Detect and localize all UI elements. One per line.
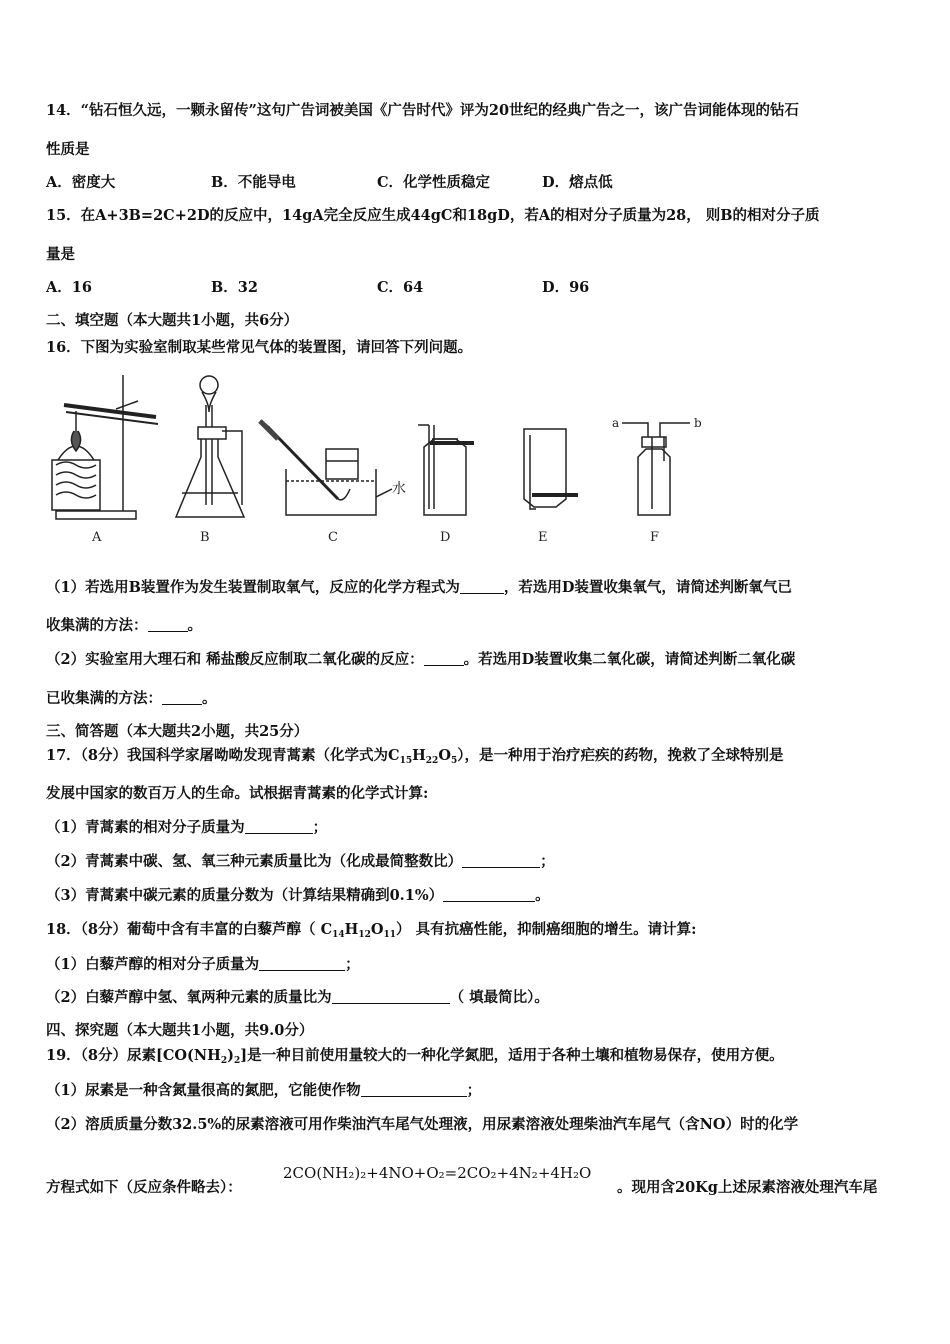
q16-part2-line2: [46, 689, 217, 709]
apparatus-f: [612, 416, 702, 545]
q15-line1: 15．在A+3B=2C+2D的反应中，14gA完全反应生成44gC和18gD，若A的相对分子质量为28， 则B的相对分子质: [46, 207, 820, 224]
q17-formula-o-count: 5: [450, 756, 458, 766]
apparatus-c: [260, 421, 406, 545]
q18-sub2-text: （2）白藜芦醇中氢、氧两种元素的质量比为: [46, 989, 332, 1006]
label-d: D: [440, 530, 451, 545]
q19-formula-n-count: 2: [220, 1056, 228, 1066]
q15-option-b: B．32: [211, 279, 258, 296]
q16-part2-text-b: 。若选用D装置收集二氧化碳，请简述判断二氧化碳: [463, 651, 796, 668]
q17-text-b: ），是一种用于治疗疟疾的药物，挽救了全球特别是: [457, 747, 784, 764]
water-label: 水: [392, 481, 406, 497]
section4-heading: 四、探究题（本大题共1小题，共9.0分）: [46, 1022, 314, 1039]
q18-sub2-end: （ 填最简比）。: [449, 989, 549, 1006]
q17-formula-c-count: 15: [399, 756, 413, 766]
q16-part2-blank-reaction[interactable]: [424, 651, 464, 666]
q14-option-b: B．不能导电: [211, 174, 296, 191]
q18-text-a: 18．（8分）葡萄中含有丰富的白藜芦醇（ C: [46, 921, 333, 938]
q16-part2-text-c: 已收集满的方法：: [46, 690, 162, 707]
q17-line1: [46, 746, 783, 771]
port-a-label: a: [612, 416, 620, 430]
q17-text-a: 17．（8分）我国科学家屠呦呦发现青蒿素（化学式为C: [46, 747, 400, 764]
q16-part2-text-a: （2）实验室用大理石和 稀盐酸反应制取二氧化碳的反应：: [46, 651, 424, 668]
port-b-label: b: [694, 416, 702, 430]
q18-sub1-blank[interactable]: [259, 956, 345, 971]
q15-option-c: C．64: [377, 279, 424, 296]
apparatus-d: [418, 425, 474, 545]
q16-part1-line2: [46, 616, 202, 636]
q17-formula-h: H: [412, 747, 426, 764]
q17-sub1-text: （1）青蒿素的相对分子质量为: [46, 819, 245, 836]
q16-part1-text-a: （1）若选用B装置作为发生装置制取氧气，反应的化学方程式为: [46, 579, 460, 596]
q18-sub1-text: （1）白藜芦醇的相对分子质量为: [46, 956, 260, 973]
q16-stem: 16．下图为实验室制取某些常见气体的装置图，请回答下列问题。: [46, 339, 473, 356]
q15-option-d: D．96: [542, 279, 590, 296]
q18-sub1: [46, 955, 360, 975]
q16-part1-text-d: 。: [187, 617, 202, 634]
q16-part1-text-b: ，若选用D装置收集氧气，请简述判断氧气已: [503, 579, 792, 596]
q17-sub1-end: ；: [312, 819, 328, 836]
q19-formula-group-count: 2: [234, 1056, 241, 1066]
q18-formula-o-count: 11: [383, 930, 397, 940]
q18-sub2-blank[interactable]: [332, 989, 450, 1004]
q14-option-a: A．密度大: [46, 174, 116, 191]
q18-formula-h: H: [344, 921, 359, 938]
section2-heading: 二、填空题（本大题共1小题，共6分）: [46, 312, 299, 329]
q16-part1-line1: [46, 578, 792, 598]
q14-option-c: C．化学性质稳定: [377, 174, 491, 191]
q19-line1: [46, 1046, 784, 1071]
q19-sub3-end: 。现用含20Kg上述尿素溶液处理汽车尾: [617, 1179, 878, 1196]
section3-heading: 三、简答题（本大题共2小题，共25分）: [46, 723, 309, 740]
q14-line2: 性质是: [46, 141, 90, 158]
q17-sub3: [46, 886, 550, 906]
label-f: F: [650, 530, 660, 545]
apparatus-b: [176, 376, 244, 545]
label-c: C: [328, 530, 338, 545]
apparatus-a: [52, 375, 158, 545]
q19-sub1-end: ；: [466, 1082, 482, 1099]
q17-sub3-text: （3）青蒿素中碳元素的质量分数为（计算结果精确到0.1%）: [46, 887, 444, 904]
q18-text-b: ） 具有抗癌性能，抑制癌细胞的增生。请计算:: [396, 921, 697, 938]
q17-sub3-end: 。: [535, 887, 550, 904]
q17-formula-h-count: 22: [425, 756, 439, 766]
q16-part1-blank-method[interactable]: [148, 617, 188, 632]
q19-formula-paren: ): [227, 1047, 235, 1064]
q19-sub1-text: （1）尿素是一种含氮量很高的氮肥，它能使作物: [46, 1082, 361, 1099]
q19-sub2: （2）溶质质量分数32.5%的尿素溶液可用作柴油汽车尾气处理液，用尿素溶液处理柴油汽车尾气（含NO）时的化学: [46, 1116, 799, 1133]
q19-equation: 2CO(NH₂)₂+4NO+O₂=2CO₂+4N₂+4H₂O: [283, 1164, 592, 1182]
q16-part1-text-c: 收集满的方法：: [46, 617, 148, 634]
q16-part1-blank-equation[interactable]: [460, 579, 504, 594]
q16-part2-blank-method[interactable]: [162, 690, 202, 705]
apparatus-figure: [46, 365, 726, 550]
q17-sub1: [46, 818, 327, 838]
q18-formula-c-count: 14: [332, 930, 345, 940]
q18-sub2: [46, 988, 549, 1008]
q18-sub1-end: ；: [345, 956, 360, 973]
label-e: E: [538, 530, 548, 545]
q19-sub3-text: 方程式如下（反应条件略去）：: [46, 1179, 242, 1196]
q14-option-d: D．熔点低: [542, 174, 613, 191]
q16-part2-line1: [46, 650, 795, 670]
q17-formula-o: O: [438, 747, 451, 764]
apparatus-e: [524, 429, 578, 545]
q17-sub3-blank[interactable]: [443, 887, 535, 902]
q19-text-a: 19．（8分）尿素[CO(NH: [46, 1047, 221, 1064]
q19-text-b: ]是一种目前使用量较大的一种化学氮肥，适用于各种土壤和植物易保存，使用方便。: [240, 1047, 784, 1064]
q17-sub2: [46, 852, 555, 872]
q19-sub1-blank[interactable]: [361, 1082, 467, 1097]
q17-sub1-blank[interactable]: [245, 819, 313, 834]
q17-line2: 发展中国家的数百万人的生命。试根据青蒿素的化学式计算:: [46, 785, 429, 802]
q17-sub2-end: ；: [540, 853, 555, 870]
q17-sub2-blank[interactable]: [462, 853, 540, 868]
q16-part2-text-d: 。: [202, 690, 217, 707]
q18-line1: [46, 920, 696, 945]
q19-sub1: [46, 1081, 481, 1101]
label-b: B: [200, 530, 210, 545]
q17-sub2-text: （2）青蒿素中碳、氢、氧三种元素质量比为（化成最简整数比）: [46, 853, 463, 870]
q15-line2: 量是: [46, 246, 75, 263]
q18-formula-o: O: [370, 921, 384, 938]
q18-formula-h-count: 12: [358, 930, 371, 940]
q15-option-a: A．16: [46, 279, 92, 296]
label-a: A: [92, 530, 102, 545]
q14-line1: 14．“钻石恒久远，一颗永留传”这句广告词被美国《广告时代》评为20世纪的经典广告之一，该广告词能体现的钻石: [46, 102, 800, 119]
